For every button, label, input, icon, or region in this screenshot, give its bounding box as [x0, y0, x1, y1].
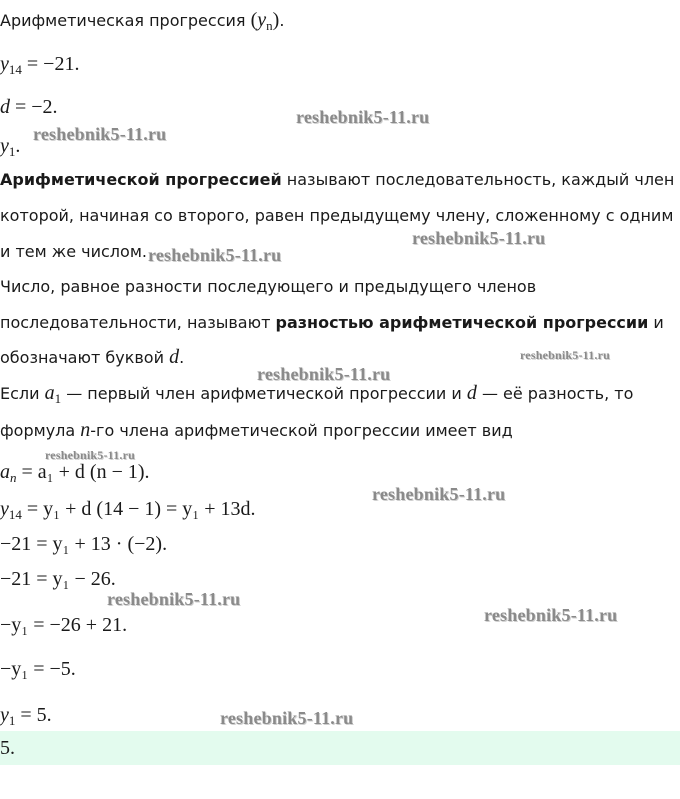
difference-line-3: обозначают буквой d. — [0, 346, 185, 368]
difference-line-2: последовательности, называют разностью арифметической прогрессии и — [0, 313, 664, 332]
definition-line-1: Арифметической прогрессией называют последовательность, каждый член — [0, 170, 675, 189]
difference-term: разностью арифметической прогрессии — [275, 313, 649, 332]
step-2: −21 = y₁ + 13 · (−2). — [0, 533, 168, 555]
watermark: reshebnik5-11.ru — [107, 589, 241, 609]
formula-intro-line-2: формула n-го члена арифметической прогрессии имеет вид — [0, 419, 513, 441]
title-sub: n — [266, 18, 273, 33]
step-5: −y₁ = −5. — [0, 658, 76, 680]
formula-intro-line-1: Если $a_1$ — первый член арифметической прогрессии и d — её разность, то — [0, 382, 634, 407]
watermark: reshebnik5-11.ru — [33, 124, 167, 144]
step-4: −y₁ = −26 + 21. — [0, 614, 128, 636]
watermark: reshebnik5-11.ru — [484, 605, 618, 625]
given-y14: $y_{14} = -21$. — [0, 53, 80, 77]
watermark: reshebnik5-11.ru — [45, 448, 135, 462]
watermark: reshebnik5-11.ru — [148, 245, 282, 265]
watermark: reshebnik5-11.ru — [220, 708, 354, 728]
title-text: Арифметическая прогрессия — [0, 11, 251, 30]
definition-line-3: и тем же числом. — [0, 242, 147, 261]
difference-line-1: Число, равное разности последующего и предыдущего членов — [0, 277, 537, 296]
watermark: reshebnik5-11.ru — [372, 484, 506, 504]
title-period: . — [279, 11, 285, 30]
step-1: $y_{14} = y_1 + d$ (14 − 1) = y₁ + 13d. — [0, 498, 256, 522]
problem-title: Арифметическая прогрессия $(y_n)$. — [0, 9, 285, 33]
answer-value: 5. — [0, 737, 15, 759]
step-3: −21 = y₁ − 26. — [0, 568, 116, 590]
definition-line-2: которой, начиная со второго, равен предыдущему члену, сложенному с одним — [0, 206, 674, 225]
watermark: reshebnik5-11.ru — [296, 107, 430, 127]
definition-term: Арифметической прогрессией — [0, 170, 282, 189]
title-var: y — [257, 9, 267, 31]
step-6: $y_1 = 5$. — [0, 704, 52, 728]
formula-general: $a_n = a_1 + d$ (n − 1). — [0, 461, 150, 485]
watermark: reshebnik5-11.ru — [257, 364, 391, 384]
watermark: reshebnik5-11.ru — [412, 228, 546, 248]
watermark: reshebnik5-11.ru — [520, 348, 610, 362]
answer-box — [0, 731, 680, 765]
given-d: d = −2. — [0, 96, 58, 118]
find-y1: $y_1$. — [0, 135, 21, 159]
